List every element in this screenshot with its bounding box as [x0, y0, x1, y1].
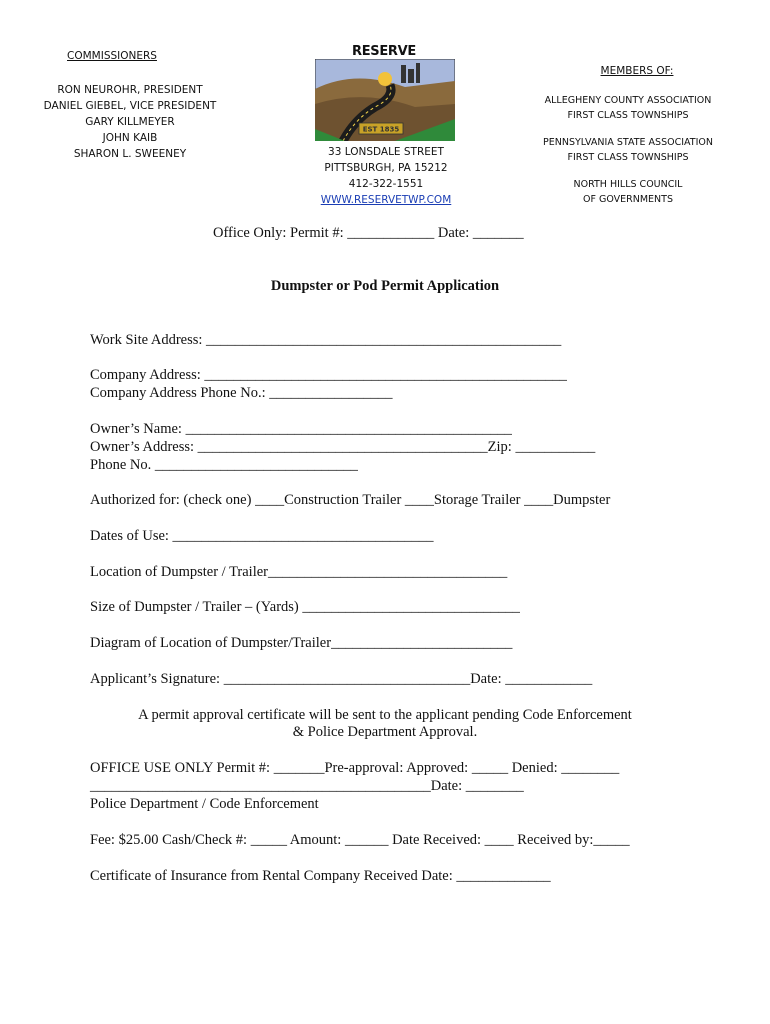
- size-field[interactable]: [90, 599, 520, 616]
- commissioners-block: [40, 48, 220, 162]
- company-address-field[interactable]: Company Address: __________________________________________________: [90, 367, 567, 383]
- membership-group: [530, 135, 726, 165]
- address-phone: 412-322-1551: [348, 178, 424, 190]
- company-phone-field[interactable]: Company Address Phone No.: _________________: [90, 385, 393, 401]
- size-label: Size of Dumpster / Trailer – (Yards): [90, 599, 303, 615]
- dates-of-use-field[interactable]: [90, 528, 434, 545]
- membership-line: ALLEGHENY COUNTY ASSOCIATION: [544, 95, 712, 106]
- insurance-date-field[interactable]: Certificate of Insurance from Rental Company Received Date: _____________: [90, 868, 551, 884]
- permit-notice-line-2: & Police Department Approval.: [292, 724, 478, 740]
- commissioners-heading: COMMISSIONERS: [67, 50, 157, 62]
- commissioner-name: DANIEL GIEBEL, VICE PRESIDENT: [43, 100, 217, 112]
- membership-line: FIRST CLASS TOWNSHIPS: [567, 110, 689, 121]
- logo-badge-text: EST 1835: [362, 125, 400, 134]
- office-use-permit-field[interactable]: OFFICE USE ONLY Permit #: _______Pre-approval: Approved: _____ Denied: ________: [90, 760, 620, 776]
- owner-address-field[interactable]: Owner’s Address: ________________________________________Zip: ___________: [90, 439, 596, 455]
- fee-field[interactable]: Fee: $25.00 Cash/Check #: _____ Amount: ______ Date Received: ____ Received by:_____: [90, 832, 630, 848]
- memberships-block: [530, 64, 726, 219]
- township-logo: [315, 59, 455, 141]
- work-site-address-field[interactable]: Work Site Address: _________________________________________________: [90, 332, 562, 348]
- membership-line: PENNSYLVANIA STATE ASSOCIATION: [543, 137, 713, 148]
- form-title: Dumpster or Pod Permit Application: [270, 278, 500, 294]
- location-field[interactable]: [90, 564, 507, 581]
- dates-of-use-blank[interactable]: ____________________________________: [172, 528, 434, 544]
- address-city: PITTSBURGH, PA 15212: [324, 162, 448, 174]
- commissioner-name: GARY KILLMEYER: [85, 116, 175, 128]
- township-website-link[interactable]: WWW.RESERVETWP.COM: [320, 194, 452, 206]
- commissioner-name: JOHN KAIB: [102, 132, 158, 144]
- office-use-department-label: Police Department / Code Enforcement: [90, 796, 319, 812]
- location-label: Location of Dumpster / Trailer: [90, 564, 269, 580]
- office-use-date-field[interactable]: _______________________________________________Date: ________: [90, 778, 524, 794]
- location-blank[interactable]: _________________________________: [268, 564, 508, 580]
- membership-line: FIRST CLASS TOWNSHIPS: [567, 152, 689, 163]
- commissioner-name: RON NEUROHR, PRESIDENT: [57, 84, 203, 96]
- membership-line: OF GOVERNMENTS: [583, 194, 673, 205]
- authorized-for-checklist[interactable]: Authorized for: (check one) ____Construction Trailer ____Storage Trailer ____Dumpster: [90, 492, 611, 508]
- dates-of-use-label: Dates of Use:: [90, 528, 173, 544]
- commissioner-name: SHARON L. SWEENEY: [73, 148, 187, 160]
- office-only-permit-line: Office Only: Permit #: ____________ Date: _______: [213, 225, 524, 241]
- owner-name-field[interactable]: Owner’s Name: _____________________________________________: [90, 421, 512, 437]
- membership-group: [530, 177, 726, 207]
- township-logo-title: RESERVE: [352, 43, 416, 59]
- permit-notice-line-1: A permit approval certificate will be sent to the applicant pending Code Enforcement: [138, 707, 632, 723]
- size-blank[interactable]: ______________________________: [302, 599, 520, 615]
- members-heading: MEMBERS OF:: [600, 65, 674, 77]
- phone-field[interactable]: Phone No. ____________________________: [90, 457, 358, 473]
- membership-line: NORTH HILLS COUNCIL: [573, 179, 683, 190]
- address-street: 33 LONSDALE STREET: [328, 146, 444, 158]
- applicant-signature-field[interactable]: Applicant’s Signature: __________________________________Date: ____________: [90, 671, 593, 687]
- diagram-field[interactable]: Diagram of Location of Dumpster/Trailer_________________________: [90, 635, 513, 651]
- membership-group: [530, 93, 726, 123]
- township-address: [300, 144, 472, 208]
